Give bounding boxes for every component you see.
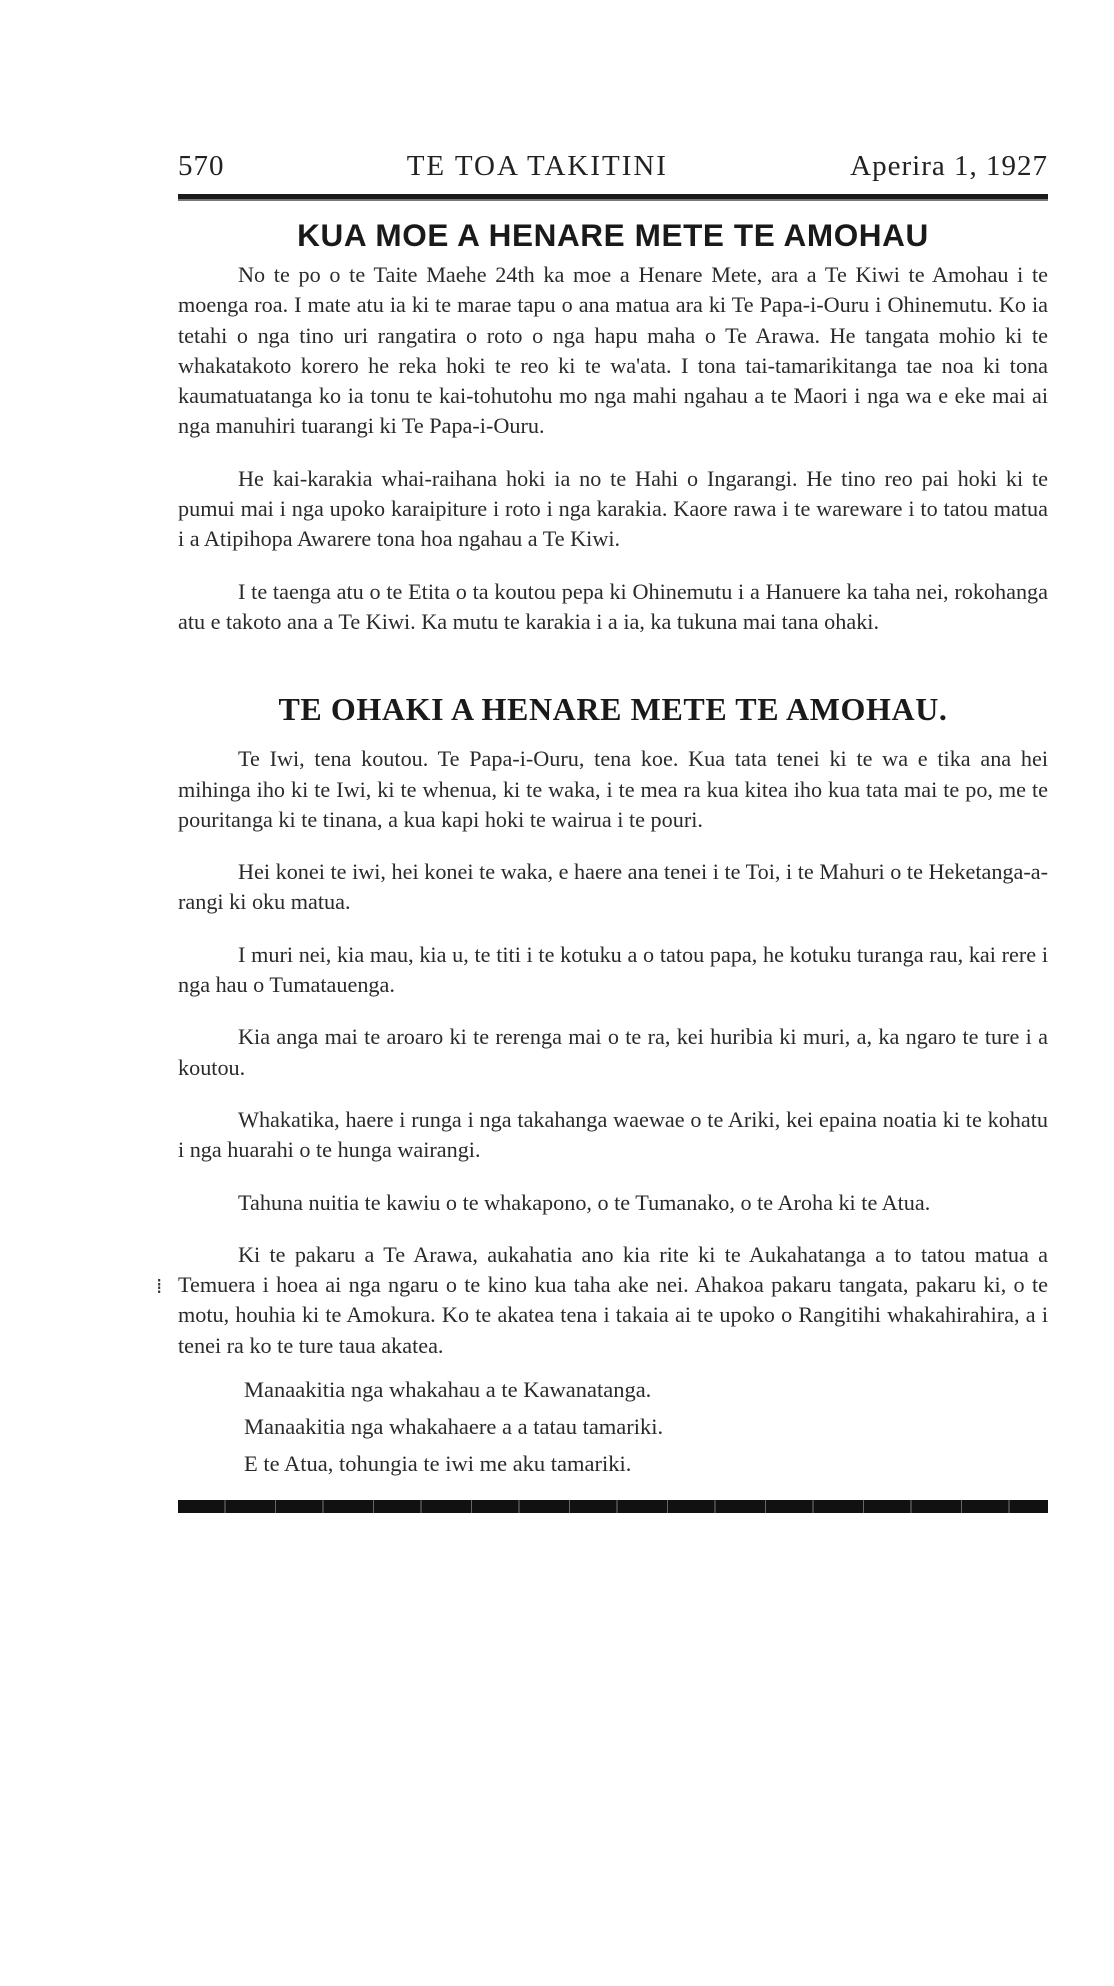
running-head [178, 150, 1048, 190]
section2-paragraph-7: Ki te pakaru a Te Arawa, aukahatia ano kia rite ki te Aukahatanga a to tatou matua a Temuera i hoea ai nga ngaru o te kino kua taha ake nei. Ahakoa pakaru tangata, pakaru ki, o te motu, houhia ki te Amokura. Ko te akatea tena i takaia ai te upoko o Rangitihi whakahirahira, a i tenei ra ko te ture taua akatea. [178, 1241, 1048, 1358]
margin-mark: ⁞ [156, 1274, 163, 1298]
section2-paragraph-5: Whakatika, haere i runga i nga takahanga waewae o te Ariki, kei epaina noatia ki te kohatu i nga huarahi o te hunga wairangi. [178, 1106, 1048, 1163]
section2-paragraph-3: I muri nei, kia mau, kia u, te titi i te kotuku a o tatou papa, he kotuku turanga rau, kai rere i nga hau o Tumatauenga. [178, 941, 1048, 998]
section1-paragraph-2: He kai-karakia whai-raihana hoki ia no te Hahi o Ingarangi. He tino reo pai hoki ki te pumui mai i nga upoko karaipiture i roto i nga karakia. Kaore rawa i te wareware i to tatou matua i a Atipihopa Awarere tona hoa ngahau a Te Kiwi. [178, 465, 1048, 552]
page-number: 570 [178, 150, 225, 182]
section2-paragraph-1: Te Iwi, tena koutou. Te Papa-i-Ouru, tena koe. Kua tata tenei ki te wa e tika ana hei mihinga iho ki te Iwi, ki te whenua, ki te waka, i te mea ra kua kitea iho kua tata mai te po, me te pouritanga ki te tinana, a kua kapi hoki te wairua i te pouri. [178, 746, 1048, 832]
section2-paragraph-2: Hei konei te iwi, hei konei te waka, e haere ana tenei i te Toi, i te Mahuri o te Heketanga-a-rangi ki oku matua. [178, 859, 1048, 915]
header-rule [178, 194, 1048, 201]
section1-paragraph-1: No te po o te Taite Maehe 24th ka moe a Henare Mete, ara a Te Kiwi te Amohau i te moenga roa. I mate atu ia ki te marae tapu o ana matua ara ki Te Papa-i-Ouru i Ohinemutu. Ko ia tetahi o nga tino uri rangatira o roto o nga hapu maha o Te Arawa. He tangata mohio ki te whakatakoto korero he reka hoki te reo ki te wa'ata. I tona tai-tamarikitanga tae noa ki tona kaumatuatanga ko ia tonu te kai-tohutohu mo nga mahi ngahau a te Maori i nga wa e eke mai ai nga manuhiri tuarangi ki Te Papa-i-Ouru. [178, 262, 1048, 439]
closing-line-2: Manaakitia nga whakahaere a a tatau tamariki. [244, 1414, 664, 1440]
section2-paragraph-4: Kia anga mai te aroaro ki te rerenga mai o te ra, kei huribia ki muri, a, ka ngaro te ture i a koutou. [178, 1024, 1048, 1080]
issue-date: Aperira 1, 1927 [850, 150, 1048, 182]
section1-paragraph-3: I te taenga atu o te Etita o ta koutou pepa ki Ohinemutu i a Hanuere ka taha nei, rokohanga atu e takoto ana a Te Kiwi. Ka mutu te karakia i a ia, ka tukuna mai tana ohaki. [178, 578, 1048, 634]
section2-paragraph-6: Tahuna nuitia te kawiu o te whakapono, o te Tumanako, o te Aroha ki te Atua. [238, 1189, 931, 1215]
section1-title: KUA MOE A HENARE METE TE AMOHAU [297, 217, 929, 253]
publication-title: TE TOA TAKITINI [406, 150, 668, 182]
section2-title: TE OHAKI A HENARE METE TE AMOHAU. [278, 691, 948, 728]
closing-line-1: Manaakitia nga whakahau a te Kawanatanga. [244, 1377, 652, 1403]
footer-rule [178, 1500, 1048, 1513]
closing-line-3: E te Atua, tohungia te iwi me aku tamariki. [244, 1451, 632, 1477]
page [178, 150, 1048, 1513]
